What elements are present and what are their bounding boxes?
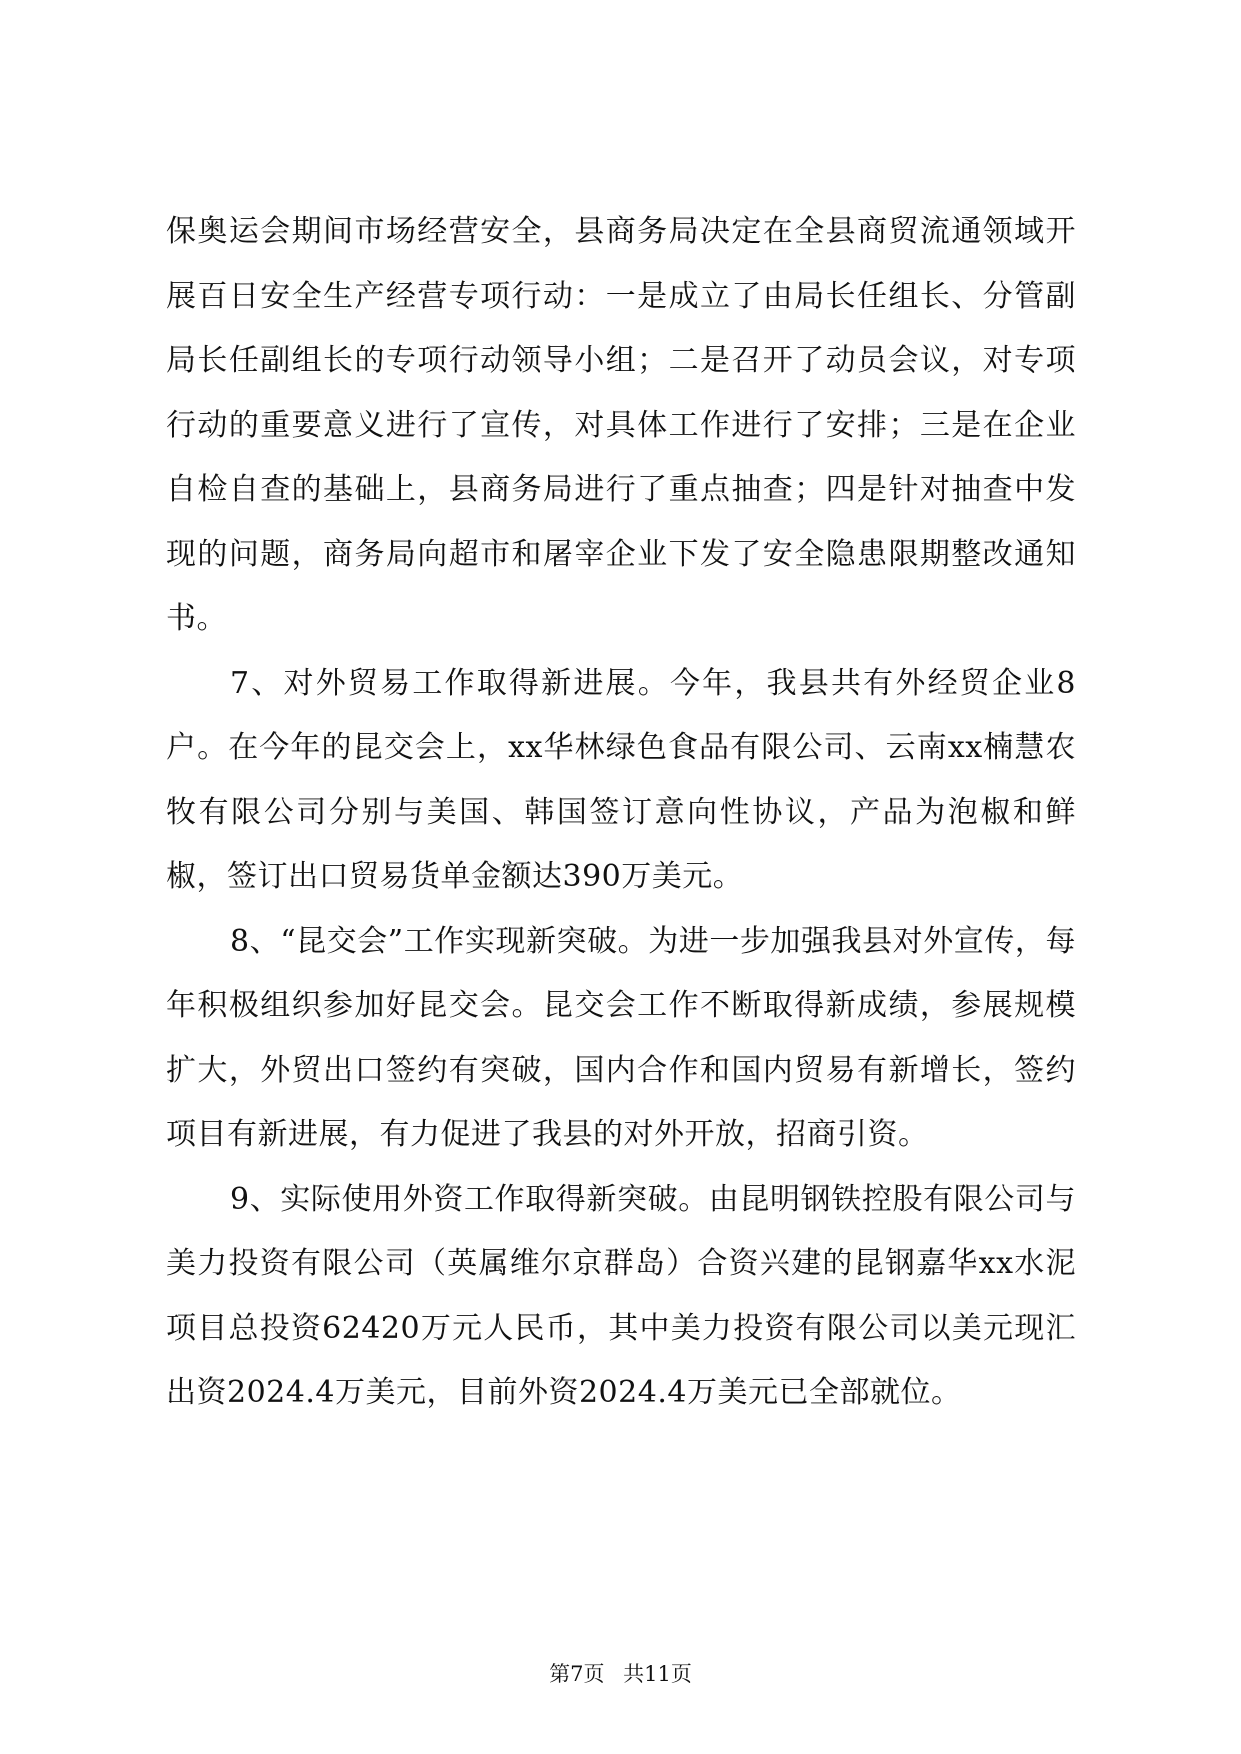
page-number: 第7页: [549, 1662, 605, 1686]
paragraph-foreign-trade: 7、对外贸易工作取得新进展。今年，我县共有外经贸企业8户。在今年的昆交会上，xx华林绿色食品有限公司、云南xx楠慧农牧有限公司分别与美国、韩国签订意向性协议，产品为泡椒和鲜椒，签订出口贸易货单金额达390万美元。: [166, 665, 1076, 894]
paragraph-foreign-investment: 9、实际使用外资工作取得新突破。由昆明钢铁控股有限公司与美力投资有限公司（英属维尔京群岛）合资兴建的昆钢嘉华xx水泥项目总投资62420万元人民币，其中美力投资有限公司以美元现汇出资2024.4万美元，目前外资2024.4万美元已全部就位。: [166, 1181, 1076, 1410]
page-footer: [0, 1660, 1241, 1688]
paragraph-safety-campaign: 保奥运会期间市场经营安全，县商务局决定在全县商贸流通领域开展百日安全生产经营专项行动：一是成立了由局长任组长、分管副局长任副组长的专项行动领导小组；二是召开了动员会议，对专项行动的重要意义进行了宣传，对具体工作进行了安排；三是在企业自检自查的基础上，县商务局进行了重点抽查；四是针对抽查中发现的问题，商务局向超市和屠宰企业下发了安全隐患限期整改通知书。: [166, 214, 1076, 636]
page-total: 共11页: [623, 1662, 692, 1686]
document-body: [166, 200, 1076, 1426]
paragraph-kunming-fair: 8、“昆交会”工作实现新突破。为进一步加强我县对外宣传，每年积极组织参加好昆交会。昆交会工作不断取得新成绩，参展规模扩大，外贸出口签约有突破，国内合作和国内贸易有新增长，签约项目有新进展，有力促进了我县的对外开放，招商引资。: [166, 923, 1076, 1152]
